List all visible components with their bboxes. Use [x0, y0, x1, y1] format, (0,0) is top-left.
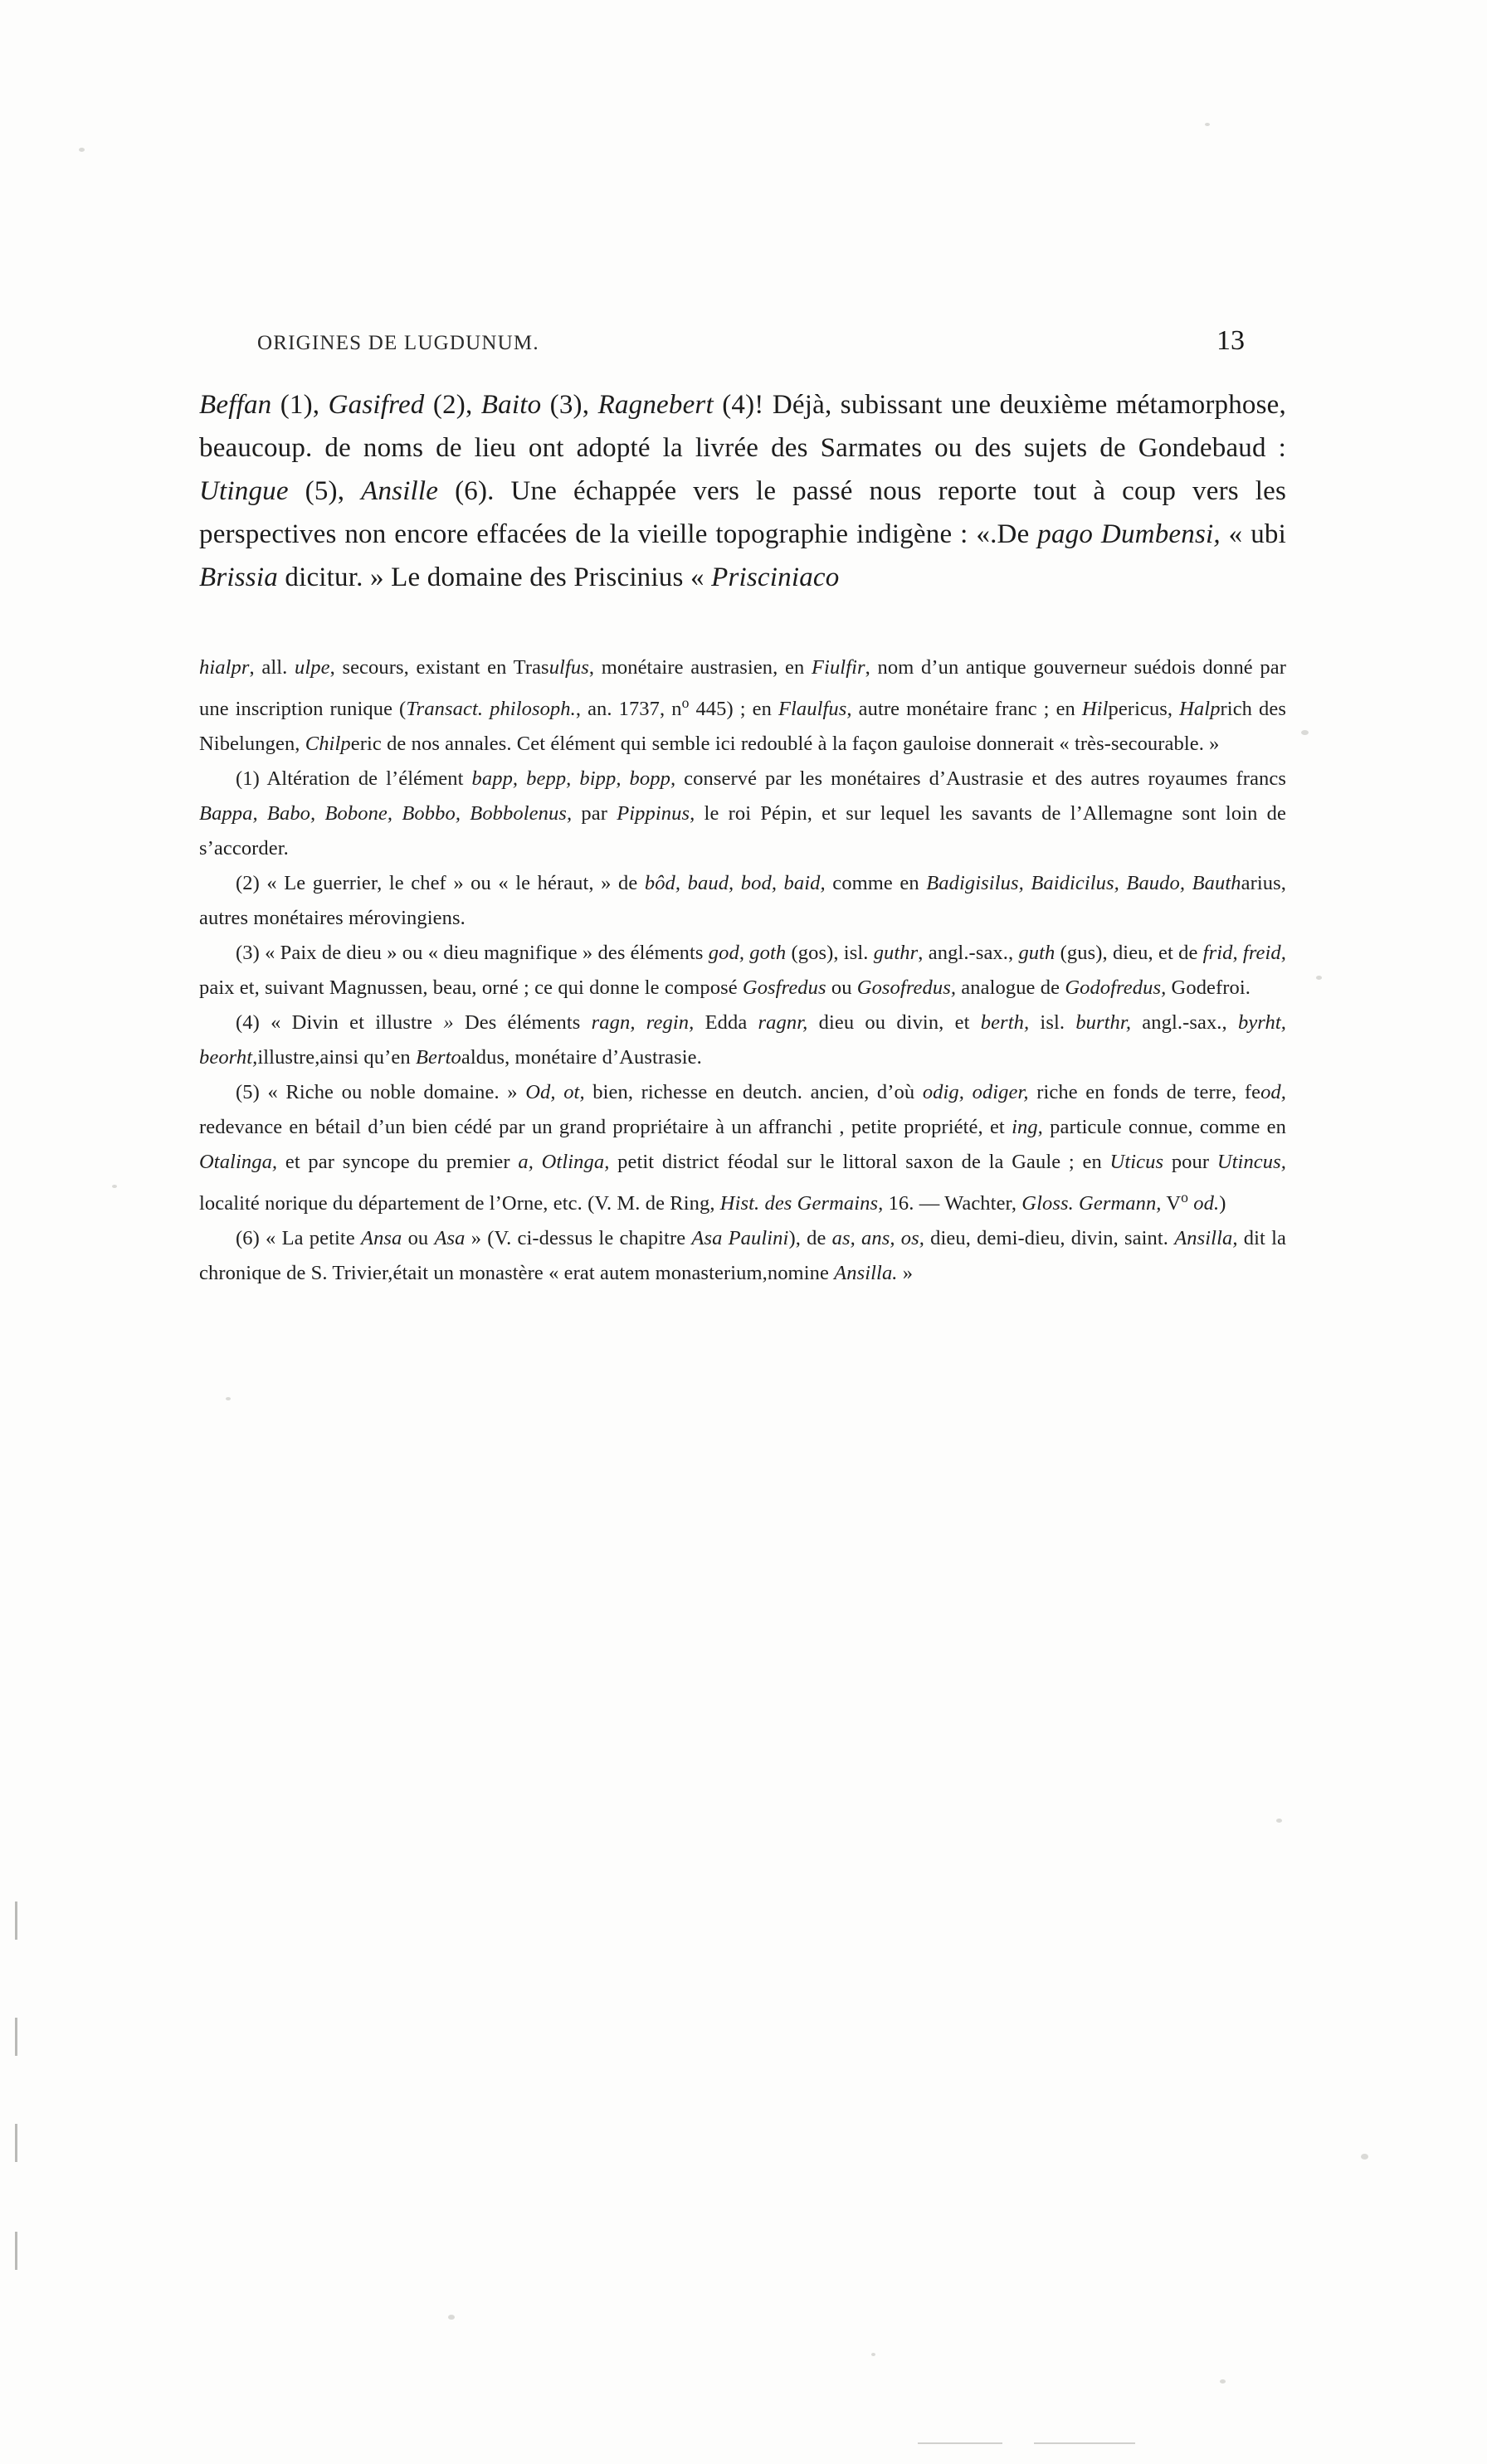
scan-speck [1316, 976, 1322, 980]
scan-speck [1205, 123, 1210, 126]
scan-speck [871, 2353, 875, 2356]
page-content [199, 325, 1287, 1291]
note-6: (6) « La petite Ansa ou Asa » (V. ci-dessus le chapitre Asa Paulini), de as, ans, os, dieu, demi-dieu, divin, saint. Ansilla, dit la chronique de S. Trivier,était un monastère « erat autem monasterium,nomine Ansilla. » [199, 1227, 1286, 1285]
scan-speck [79, 148, 85, 152]
note-lead: hialpr, all. ulpe, secours, existant en Trasulfus, monétaire austrasien, en Fiulfir, nom d’un antique gouverneur suédois donné par une inscription runique (Transact. philosoph., an. 1737, $n^o$ 445) ; en Flaulfus, autre monétaire franc ; en Hilpericus, Halprich des Nibelungen, Chilperic de nos annales. Cet élément qui semble ici redoublé à la façon gauloise donnerait « très-secourable. » [199, 656, 1286, 756]
running-head: ORIGINES DE LUGDUNUM. [257, 332, 539, 354]
main-paragraph: Beffan (1), Gasifred (2), Baito (3), Ragnebert (4)! Déjà, subissant une deuxième métamorphose, beaucoup. de noms de lieu ont adopté la livrée des Sarmates ou des sujets de Gondebaud : Utingue (5), Ansille (6). Une échappée vers le passé nous reporte tout à coup vers les perspectives non encore effacées de la vieille topographie indigène : «.De pago Dumbensi, « ubi Brissia dicitur. » Le domaine des Priscinius « Prisciniaco [199, 390, 1286, 592]
scan-speck [1276, 1819, 1282, 1823]
note-1: (1) Altération de l’élément bapp, bepp, bipp, bopp, conservé par les monétaires d’Austrasie et des autres royaumes francs Bappa, Babo, Bobone, Bobbo, Bobbolenus, par Pippinus, le roi Pépin, et sur lequel les savants de l’Allemagne sont loin de s’accorder. [199, 767, 1286, 860]
note-2: (2) « Le guerrier, le chef » ou « le héraut, » de bôd, baud, bod, baid, comme en Badigisilus, Baidicilus, Baudo, Bautharius, autres monétaires mérovingiens. [199, 872, 1286, 930]
scan-speck [1220, 2379, 1226, 2384]
scan-speck [1361, 2154, 1368, 2160]
page-bottom-rule [1034, 2442, 1135, 2444]
margin-tick [15, 1902, 17, 1940]
margin-tick [15, 2232, 17, 2270]
page-bottom-rule [918, 2442, 1002, 2444]
page-number: 13 [1216, 325, 1245, 356]
note-4: (4) « Divin et illustre » Des éléments ragn, regin, Edda ragnr, dieu ou divin, et berth, isl. burthr, angl.-sax., byrht, beorht,illustre,ainsi qu’en Bertoaldus, monétaire d’Austrasie. [199, 1011, 1286, 1069]
scan-speck [1301, 730, 1309, 735]
footnotes-block [199, 650, 1286, 1291]
page-header [199, 325, 1286, 368]
note-5: (5) « Riche ou noble domaine. » Od, ot, bien, richesse en deutch. ancien, d’où odig, odiger, riche en fonds de terre, feod, redevance en bétail d’un bien cédé par un grand propriétaire à un affranchi , petite propriété, et ing, particule connue, comme en Otalinga, et par syncope du premier a, Otlinga, petit district féodal sur le littoral saxon de la Gaule ; en Uticus pour Utincus, localité norique du département de l’Orne, etc. (V. M. de Ring, Hist. des Germains, 16. — Wachter, Gloss. Germann, $V^o$ od.) [199, 1081, 1287, 1215]
scan-speck [112, 1185, 117, 1188]
margin-tick [15, 2018, 17, 2056]
margin-tick [15, 2124, 17, 2162]
scan-speck [448, 2315, 455, 2320]
scan-speck [226, 1397, 231, 1400]
note-3: (3) « Paix de dieu » ou « dieu magnifique » des éléments god, goth (gos), isl. guthr, angl.-sax., guth (gus), dieu, et de frid, freid, paix et, suivant Magnussen, beau, orné ; ce qui donne le composé Gosfredus ou Gosofredus, analogue de Godofredus, Godefroi. [199, 942, 1286, 1000]
